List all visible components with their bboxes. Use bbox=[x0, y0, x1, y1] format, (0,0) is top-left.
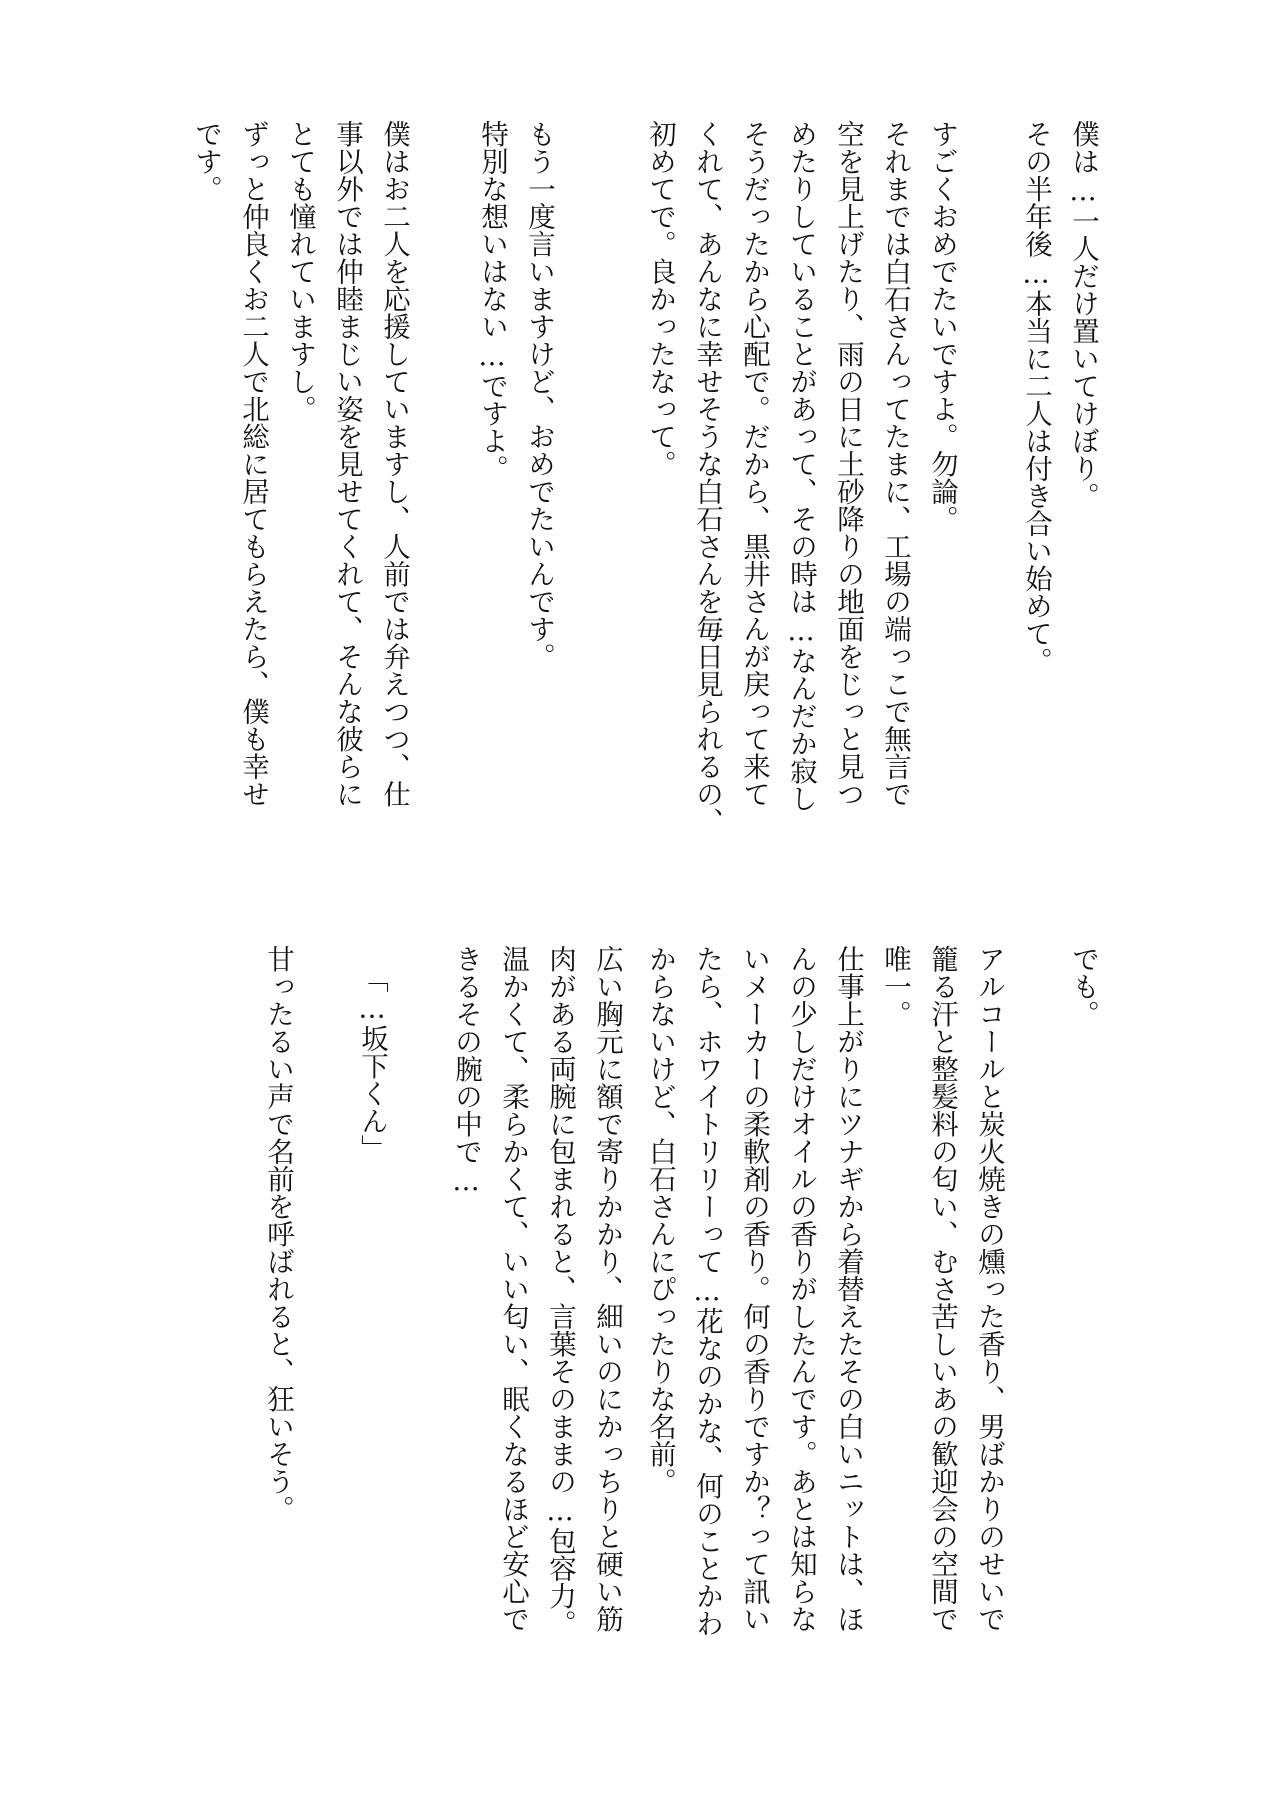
text-line: からないけど、白石さんにぴったりな名前。 bbox=[644, 945, 676, 1495]
text-line: 「…坂下くん」 bbox=[356, 965, 388, 1162]
text-line: アルコールと炭火焼きの燻った香り、男ばかりのせいで bbox=[973, 945, 1005, 1633]
blank-line bbox=[301, 945, 348, 1645]
text-block-lower-1 bbox=[636, 945, 1106, 1645]
text-line: 籠る汗と整髪料の匂い、むさ苦しいあの歓迎会の空間で bbox=[926, 945, 958, 1633]
text-line: その半年後…本当に二人は付き合い始めて。 bbox=[1020, 120, 1052, 675]
text-line: くれて、あんなに幸せそうな白石さんを毎日見られるの、 bbox=[691, 120, 723, 835]
text-line: きるその腕の中で… bbox=[450, 945, 482, 1197]
text-line: めたりしていることがあって、その時は…なんだか寂し bbox=[785, 120, 817, 812]
text-line: 肉がある両腕に包まれると、言葉そのままの…包容力。 bbox=[544, 945, 576, 1637]
text-line: 特別な想いはない…ですよ。 bbox=[476, 120, 508, 482]
text-line: 空を見上げたり、雨の日に土砂降りの地面をじっと見つ bbox=[832, 120, 864, 808]
blank-line bbox=[1012, 945, 1059, 1645]
text-line: いメーカーの柔軟剤の香り。何の香りですか？って訊い bbox=[738, 945, 770, 1633]
text-block-upper-3 bbox=[182, 120, 417, 820]
text-line: 事以外では仲睦まじい姿を見せてくれて、そんな彼らに bbox=[331, 120, 363, 808]
text-line: 唯一。 bbox=[879, 945, 911, 1028]
text-line: んの少しだけオイルの香りがしたんです。あとは知らな bbox=[785, 945, 817, 1633]
text-line: すごくおめでたいですよ。勿論。 bbox=[926, 120, 958, 533]
text-line: もう一度言いますけど、おめでたいんです。 bbox=[523, 120, 555, 670]
text-line: です。 bbox=[190, 120, 222, 203]
text-block-upper-2 bbox=[468, 120, 562, 820]
text-line: 温かくて、柔らかくて、いい匂い、眠くなるほど安心で bbox=[497, 945, 529, 1633]
text-line: 甘ったるい声で名前を呼ばれると、狂いそう。 bbox=[262, 945, 294, 1523]
text-line: 広い胸元に額で寄りかかり、細いのにかっちりと硬い筋 bbox=[591, 945, 623, 1633]
text-line: 初めてで。良かったなって。 bbox=[644, 120, 676, 478]
text-line: それまでは白石さんってたまに、工場の端っこで無言で bbox=[879, 120, 911, 808]
text-line: 仕事上がりにツナギから着替えたその白いニットは、ほ bbox=[832, 945, 864, 1633]
text-line: そうだったから心配で。だから、黒井さんが戻って来て bbox=[738, 120, 770, 808]
text-line: とても憧れていますし。 bbox=[284, 120, 316, 423]
text-line: でも。 bbox=[1067, 945, 1099, 1028]
text-line: たら、ホワイトリリーって…花なのかな、何のことかわ bbox=[691, 945, 723, 1637]
text-line: 僕はお二人を応援していますし、人前では弁えつつ、仕 bbox=[378, 120, 410, 808]
text-block-upper-1 bbox=[636, 120, 1106, 835]
text-line: ずっと仲良くお二人で北総に居てもらえたら、僕も幸せ bbox=[237, 120, 269, 808]
text-block-lower-2 bbox=[442, 945, 630, 1645]
blank-line bbox=[965, 120, 1012, 820]
text-block-lower-3 bbox=[254, 945, 395, 1645]
text-line: 僕は…一人だけ置いてけぼり。 bbox=[1067, 120, 1099, 510]
